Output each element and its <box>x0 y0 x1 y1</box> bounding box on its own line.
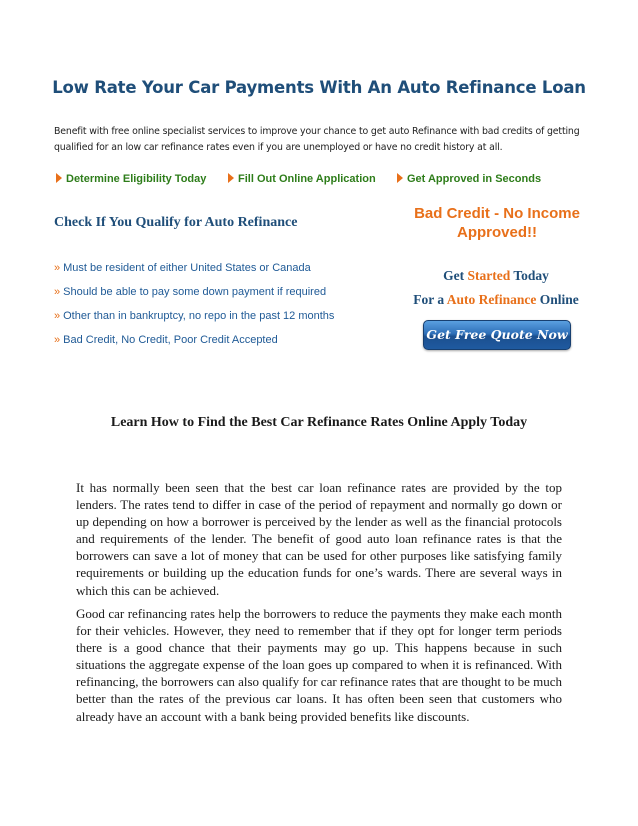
bullet-marker: » <box>54 310 61 322</box>
requirement-item <box>54 310 334 322</box>
requirement-text: Should be able to pay some down payment if required <box>63 286 327 298</box>
online-word: Online <box>539 292 579 307</box>
get-free-quote-button[interactable]: Get Free Quote Now >> <box>423 320 571 350</box>
get-word: Get <box>443 268 465 283</box>
qualify-heading: Check If You Qualify for Auto Refinance <box>54 215 298 230</box>
bullet-marker: » <box>54 286 61 298</box>
get-started-block <box>384 264 608 312</box>
step-label: Get Approved in Seconds <box>407 173 542 185</box>
bad-credit-line1: Bad Credit - No Income <box>414 205 580 222</box>
requirement-text: Must be resident of either United States or Canada <box>63 262 311 274</box>
requirement-item <box>54 262 311 274</box>
intro-text: Benefit with free online specialist services to improve your chance to get auto Refinance with bad credits of getting qualified for an low car refinance rates even if you are unemployed or have no credit history at all. <box>54 126 580 153</box>
get-started-line <box>384 264 608 288</box>
requirement-item <box>54 334 278 346</box>
arrow-right-icon <box>397 173 403 183</box>
step-get-approved[interactable] <box>397 173 541 185</box>
bullet-marker: » <box>54 334 61 346</box>
body-paragraph: It has normally been seen that the best car loan refinance rates are provided by the top lenders. The rates tend to differ in case of the period of repayment and normally go down or up depending on how a borrower is perceived by the lender as well as the financial protocols and requirements of the lender. The benefit of good auto loan refinance rates is that the borrowers can save a lot of money that can be used for other purposes like satisfying family requirements or building up the education funds for one’s wards. There are several ways in which this can be achieved. <box>76 480 562 598</box>
body-paragraph: Good car refinancing rates help the borrowers to reduce the payments they make each month for their vehicles. However, they need to remember that if they opt for longer term periods there is a good chance that their payments may go up. This happens because in such situations the aggregate expense of the loan goes up compared to when it is refinanced. With refinancing, the borrowers can also qualify for car refinance rates that are thought to be much better than the rates of the previous car loans. It has often been seen that customers who already have an account with a bank being provided benefits like discounts. <box>76 606 562 724</box>
arrow-right-icon <box>228 173 234 183</box>
requirement-item <box>54 286 326 298</box>
requirement-text: Bad Credit, No Credit, Poor Credit Accepted <box>63 334 278 346</box>
started-word: Started <box>467 268 511 283</box>
today-word: Today <box>513 268 549 283</box>
bad-credit-banner <box>392 204 602 242</box>
step-label: Determine Eligibility Today <box>66 173 207 185</box>
steps-bar <box>56 173 616 189</box>
for-a-word: For a <box>413 292 445 307</box>
requirement-text: Other than in bankruptcy, no repo in the past 12 months <box>63 310 335 322</box>
learn-heading: Learn How to Find the Best Car Refinance Rates Online Apply Today <box>110 415 528 430</box>
step-fill-application[interactable] <box>228 173 376 185</box>
arrow-right-icon <box>56 173 62 183</box>
step-determine-eligibility[interactable] <box>56 173 206 185</box>
auto-refinance-word: Auto Refinance <box>446 292 537 307</box>
step-label: Fill Out Online Application <box>238 173 376 185</box>
bullet-marker: » <box>54 262 61 274</box>
auto-refinance-line <box>384 288 608 312</box>
page-title: Low Rate Your Car Payments With An Auto Refinance Loan <box>52 78 586 97</box>
bad-credit-line2: Approved!! <box>457 224 537 241</box>
